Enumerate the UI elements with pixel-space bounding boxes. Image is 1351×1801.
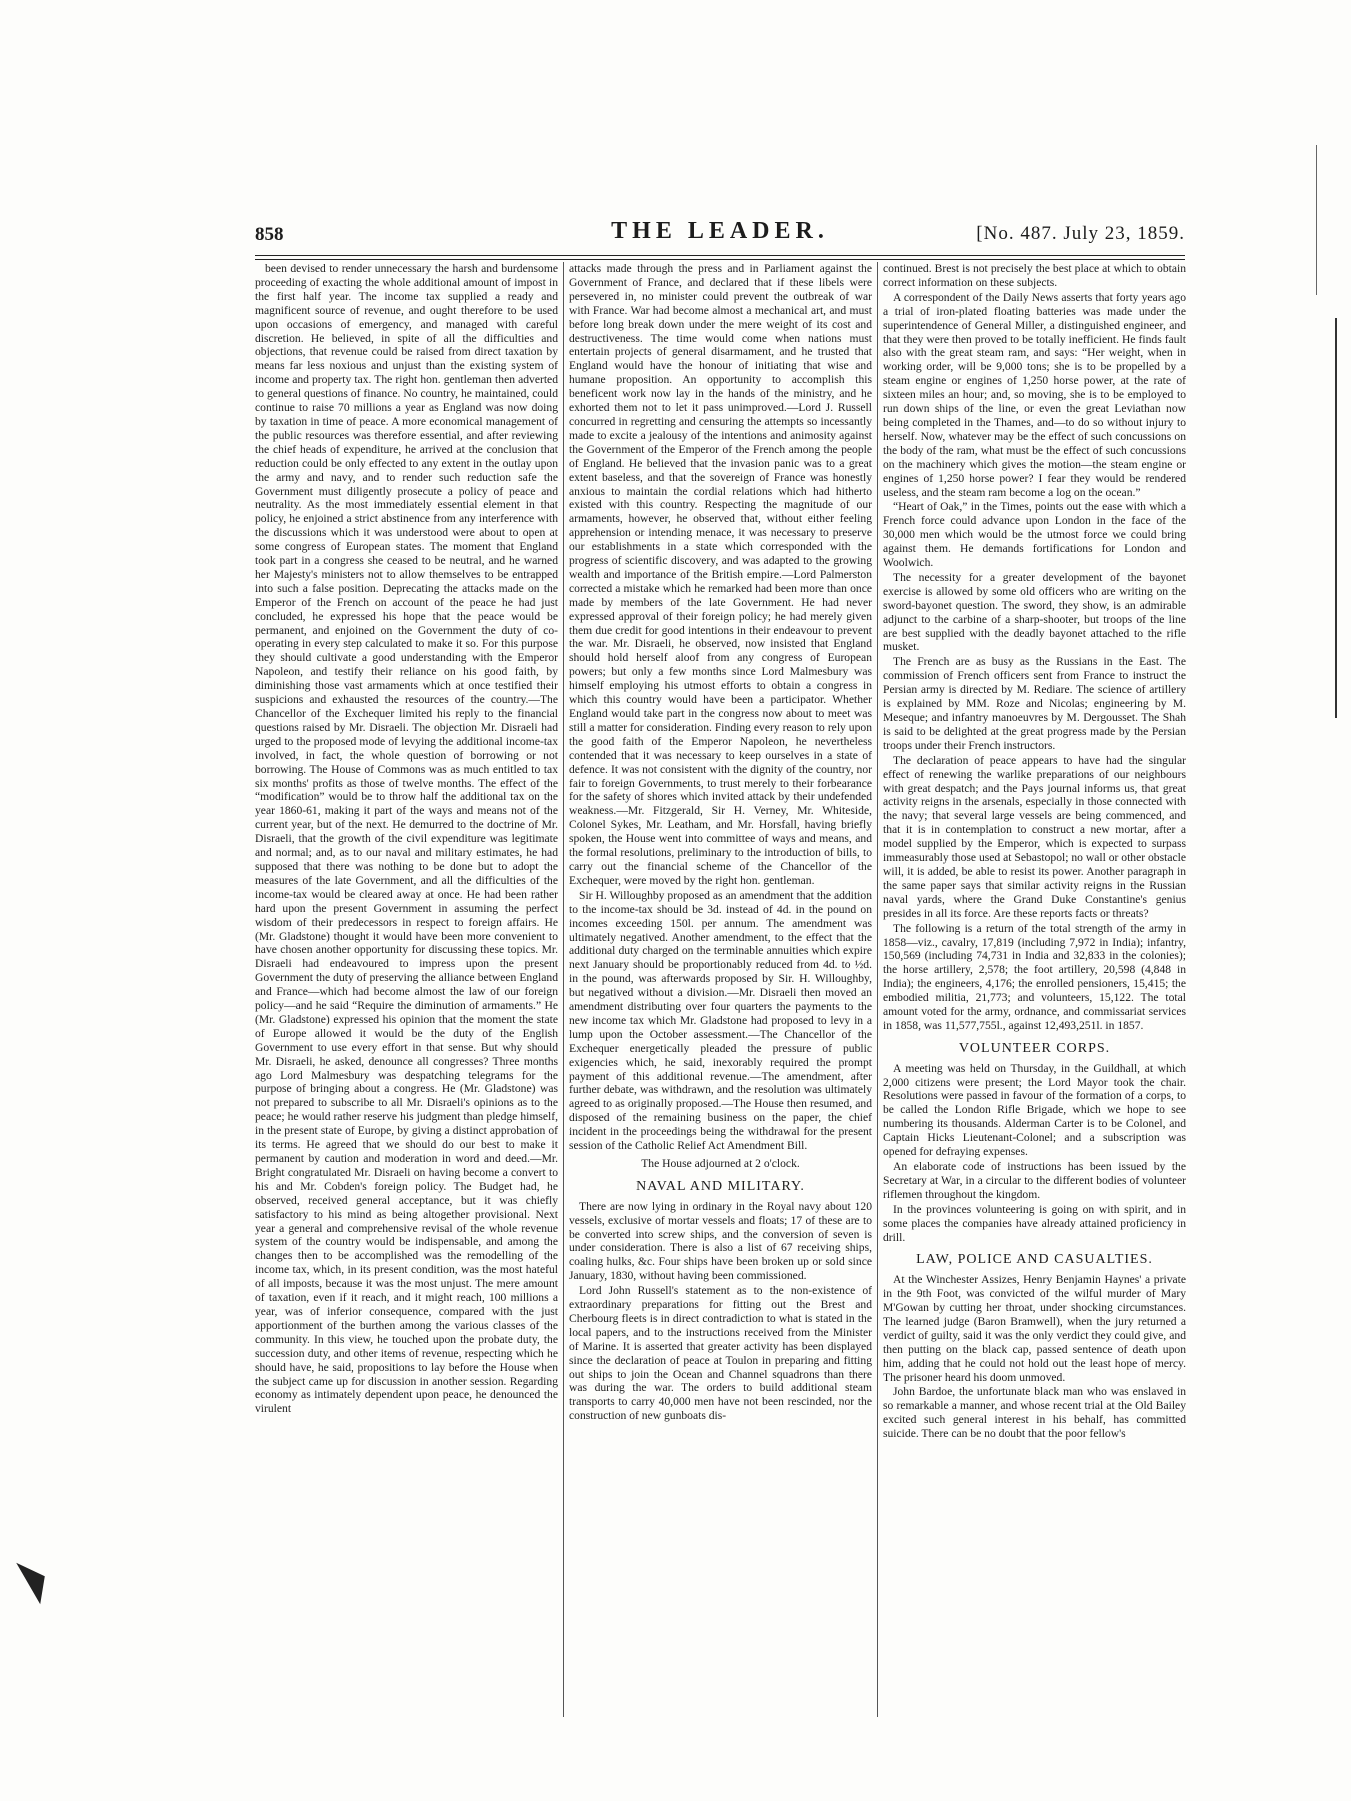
issue-date: [No. 487. July 23, 1859. bbox=[976, 223, 1185, 244]
article-paragraph: attacks made through the press and in Parliament against the Government of France, and declared that if these libels were persevered in, no minister could prevent the outbreak of war with France. War had become almost a mechanical art, and must before long break down under the mere weight of its cost and destructiveness. The time would come when nations must entertain projects of general disarmament, and he trusted that England would have the honour of initiating that wise and humane proposition. An opportunity to accomplish this beneficent work now lay in the hands of the ministry, and he exhorted them not to let it pass unimproved.—Lord J. Russell concurred in regretting and censuring the attempts so incessantly made to excite a jealousy of the intentions and animosity against the Government of the Emperor of the French among the people of England. He believed that the invasion panic was to a great extent baseless, and that the sovereign of France was honestly anxious to maintain the cordial relations which had hitherto existed with this country. Respecting the magnitude of our armaments, however, he observed that, without either feeling apprehension or intending menace, it was necessary to preserve our establishments in a state which corresponded with the progress of scientific discovery, and was adapted to the growing wealth and importance of the British empire.—Lord Palmerston corrected a mistake which he remarked had been more than once made by members of the late Government. He had never expressed approval of their foreign policy; he had merely given them due credit for good intentions in their endeavour to prevent the war. Mr. Disraeli, he observed, now insisted that England should hold herself aloof from any congress of European powers; but only a few months since Lord Malmesbury was himself employing his utmost efforts to obtain a congress in which this country would have been a participator. Whether England would take part in the congress now about to meet was still a matter for consideration. Finding every reason to rely upon the good faith of the Emperor Napoleon, he nevertheless contended that it was necessary to keep ourselves in a state of defence. It was not consistent with the dignity of the country, nor fair to foreign Governments, to trust merely to their forbearance for the safety of shores which invited attack by their undefended weakness.—Mr. Fitzgerald, Sir H. Verney, Mr. Whiteside, Colonel Sykes, Mr. Leatham, and Mr. Horsfall, having briefly spoken, the House went into committee of ways and means, and the formal resolutions, preliminary to the introduction of bills, to carry out the financial scheme of the Chancellor of the Exchequer, were moved by the right hon. gentleman. bbox=[569, 262, 872, 887]
column-divider bbox=[877, 262, 878, 1717]
column-2 bbox=[569, 262, 872, 1717]
article-paragraph: A meeting was held on Thursday, in the Guildhall, at which 2,000 citizens were present; the Lord Mayor took the chair. Resolutions were passed in favour of the formation of a corps, to be called the London Rifle Brigade, which we hope to see numbering its thousands. Alderman Carter is to be Colonel, and Captain Hicks Lieutenant-Colonel; and a subscription was opened for defraying expenses. bbox=[883, 1061, 1186, 1159]
section-heading: LAW, POLICE AND CASUALTIES. bbox=[916, 1252, 1153, 1268]
masthead-title: THE LEADER. bbox=[611, 218, 829, 244]
article-paragraph: The following is a return of the total strength of the army in 1858—viz., cavalry, 17,819 (including 7,972 in India); infantry, 150,569 (including 74,731 in India and 32,833 in the colonies); the horse artillery, 2,578; the foot artillery, 20,598 (4,848 in India); the engineers, 4,176; the enrolled pensioners, 15,415; the embodied militia, 21,773; and volunteers, 15,122. The total amount voted for the army, ordnance, and commissariat services in 1858, was 11,577,755l., against 12,493,251l. in 1857. bbox=[883, 921, 1186, 1032]
adjournment-note: The House adjourned at 2 o'clock. bbox=[641, 1157, 800, 1170]
article-paragraph: An elaborate code of instructions has been issued by the Secretary at War, in a circular to the different bodies of volunteer riflemen throughout the kingdom. bbox=[883, 1159, 1186, 1201]
header-rule bbox=[255, 255, 1185, 260]
article-paragraph: At the Winchester Assizes, Henry Benjamin Haynes' a private in the 9th Foot, was convicted of the wilful murder of Mary M'Gowan by cutting her throat, under shocking circumstances. The learned judge (Baron Bramwell), when the jury returned a verdict of guilty, said it was the only verdict they could give, and then putting on the black cap, passed sentence of death upon him, adding that he could not hold out the least hope of mercy. The prisoner heard his doom unmoved. bbox=[883, 1273, 1186, 1384]
scan-corner-mark bbox=[16, 1554, 56, 1605]
article-paragraph: John Bardoe, the unfortunate black man who was enslaved in so remarkable a manner, and whose recent trial at the Old Bailey excited such general interest in his behalf, has committed suicide. There can be no doubt that the poor fellow's bbox=[883, 1385, 1186, 1441]
article-paragraph: The necessity for a greater development of the bayonet exercise is allowed by some old officers who are writing on the sword-bayonet question. The sword, they show, is an admirable adjunct to the carbine of a sharp-shooter, but troops of the line are best supplied with the deadly bayonet attached to the rifle musket. bbox=[883, 570, 1186, 654]
article-paragraph: “Heart of Oak,” in the Times, points out the ease with which a French force could advance upon London in the face of the 30,000 men which would be the utmost force we could bring against them. He demands fortifications for London and Woolwich. bbox=[883, 500, 1186, 570]
page-number: 858 bbox=[255, 224, 284, 245]
scan-edge-mark bbox=[1335, 318, 1337, 718]
article-paragraph: The French are as busy as the Russians in the East. The commission of French officers sent from France to instruct the Persian army is directed by M. Rediare. The science of artillery is explained by MM. Roze and Nicolas; engineering by M. Meseque; and infantry manoeuvres by M. Dergousset. The Shah is said to be delighted at the great progress made by the Persian troops under their French instructors. bbox=[883, 655, 1186, 752]
page-header bbox=[255, 218, 1185, 254]
column-divider bbox=[563, 262, 564, 1717]
article-paragraph: There are now lying in ordinary in the Royal navy about 120 vessels, exclusive of mortar vessels and floats; 17 of these are to be converted into screw ships, and the conversion of seven is under consideration. There is also a list of 67 receiving ships, coaling hulks, &c. Four ships have been broken up or sold since January, 1830, without having been commissioned. bbox=[569, 1199, 872, 1283]
scan-edge-mark-faint bbox=[1316, 145, 1317, 295]
column-1 bbox=[255, 262, 558, 1717]
section-heading: NAVAL AND MILITARY. bbox=[636, 1178, 805, 1194]
article-paragraph: been devised to render unnecessary the harsh and burdensome proceeding of exacting the whole additional amount of impost in the first half year. The income tax supplied a ready and magnificent source of revenue, and ought therefore to be used upon occasions of emergency, and managed with careful discretion. He believed, in spite of all the difficulties and objections, that revenue could be raised from direct taxation by means far less noxious and unjust than the existing system of income and property tax. The right hon. gentleman then adverted to general questions of finance. No country, he maintained, could continue to raise 70 millions a year as England was now doing by taxation in time of peace. A more economical management of the public resources was therefore essential, and after reviewing the chief heads of expenditure, he arrived at the conclusion that reduction could be only effected to any extent in the outlay upon the army and navy, and to render such reduction safe the Government must diligently prosecute a policy of peace and neutrality. As the most immediately essential element in that policy, he enjoined a strict abstinence from any interference with the discussions which it was understood were about to open at some congress of European states. The moment that England took part in a congress she ceased to be neutral, and he warned her Majesty's ministers not to allow themselves to be entrapped into such a false position. Deprecating the attacks made on the Emperor of the French on account of the peace he had just concluded, he expressed his hope that the peace would be permanent, and enjoined on the Government the duty of co-operating in every step calculated to make it so. For this purpose they should cultivate a good understanding with the Emperor Napoleon, and testify their reliance on his good faith, by diminishing those vast armaments which at once testified their suspicions and exhausted the resources of the country.—The Chancellor of the Exchequer limited his reply to the financial questions raised by Mr. Disraeli. The objection Mr. Disraeli had urged to the proposed mode of levying the additional income-tax involved, in fact, the whole question of borrowing or not borrowing. The House of Commons was as much entitled to tax six months' profits as those of twelve months. The effect of the “modification” would be to throw half the additional tax on the year 1860-61, making it part of the ways and means not of the current year, but of the next. He demurred to the doctrine of Mr. Disraeli, that the growth of the civil expenditure was legitimate and normal; and, as to our naval and military estimates, he had supposed that there was nothing to be done but to adopt the measures of the late Government, and all the difficulties of the income-tax would be cleared away at once. He had been rather hard upon the present Government in assuming the perfect wisdom of their predecessors in respect to foreign affairs. He (Mr. Gladstone) thought it would have been more convenient to have chosen another opportunity for discussing these topics. Mr. Disraeli had endeavoured to impress upon the present Government the duty of preserving the alliance between England and France—which had become almost the law of our foreign policy—and he said “Require the diminution of armaments.” He (Mr. Gladstone) expressed his opinion that the moment the state of Europe allowed it would be the duty of the English Government to use every effort in that sense. But why should Mr. Disraeli, he asked, denounce all congresses? Three months ago Lord Malmesbury was despatching telegrams for the purpose of bringing about a congress. He (Mr. Gladstone) was not prepared to subscribe to all Mr. Disraeli's opinions as to the peace; he would rather reserve his judgment than pledge himself, in the present state of Europe, by giving a distinct approbation of its terms. He agreed that we should do our best to make it permanent by caution and moderation in word and deed.—Mr. Bright congratulated Mr. Disraeli on having become a convert to his and Mr. Cobden's foreign policy. The Budget had, he observed, received general acceptance, but it was chiefly satisfactory to his mind as being altogether provisional. Next year a general and comprehensive revisal of the whole revenue system of the country would be indispensable, and among the changes then to be accomplished was the remodelling of the income tax, which, in its present condition, was the most hateful of all imposts, because it was the most unjust. The mere amount of taxation, even if it reach, and it might reach, 100 millions a year, was of inferior consequence, compared with the just apportionment of the burthen among the various classes of the community. In this view, he touched upon the probate duty, the succession duty, and other items of revenue, respecting which he should have, he said, propositions to lay before the House when the subject came up for discussion in another session. Regarding economy as intimately dependent upon peace, he denounced the virulent bbox=[255, 262, 558, 1416]
article-paragraph: Lord John Russell's statement as to the non-existence of extraordinary preparations for fitting out the Brest and Cherbourg fleets is in direct contradiction to what is stated in the local papers, and to the instructions received from the Minister of Marine. It is asserted that greater activity has been displayed since the declaration of peace at Toulon in preparing and fitting out ships to join the Ocean and Channel squadrons than there was during the war. The orders to build additional steam transports to carry 40,000 men have not been rescinded, nor the construction of new gunboats dis- bbox=[569, 1284, 872, 1423]
article-paragraph: Sir H. Willoughby proposed as an amendment that the addition to the income-tax should be 3d. instead of 4d. in the pound on incomes exceeding 150l. per annum. The amendment was ultimately negatived. Another amendment, to the effect that the additional duty charged on the terminable annuities which expire next January should be proportionably reduced from 4d. to ½d. in the pound, was afterwards proposed by Sir. H. Willoughby, but negatived without a division.—Mr. Disraeli then moved an amendment distributing over four quarters the payments to the new income tax which Mr. Gladstone had proposed to levy in a lump upon the October assessment.—The Chancellor of the Exchequer energetically pleaded the pressure of public exigencies which, he said, inexorably required the prompt payment of this additional revenue.—The amendment, after further debate, was withdrawn, and the resolution was ultimately agreed to as originally proposed.—The House then resumed, and disposed of the remaining business on the paper, the chief incident in the proceedings being the withdrawal for the present session of the Catholic Relief Act Amendment Bill. bbox=[569, 888, 872, 1153]
article-paragraph: The declaration of peace appears to have had the singular effect of renewing the warlike preparations of our neighbours with great despatch; and the Pays journal informs us, that great activity reigns in the arsenals, especially in those connected with the navy; that several large vessels are being commenced, and that it is in contemplation to construct a new mortar, after a model supplied by the Emperor, which is expected to surpass immeasurably those used at Sebastopol; no wall or other obstacle will, it is added, be able to resist its power. Another paragraph in the same paper says that similar activity reigns in the Russian naval yards, where the Grand Duke Constantine's genius presides in all its force. Are these reports facts or threats? bbox=[883, 753, 1186, 920]
section-heading: VOLUNTEER CORPS. bbox=[958, 1040, 1111, 1056]
article-paragraph: A correspondent of the Daily News asserts that forty years ago a trial of iron-plated floating batteries was made under the superintendence of General Miller, a distinguished engineer, and that they were then proved to be totally inefficient. He finds fault also with the great steam ram, and says: “Her weight, when in working order, will be 9,000 tons; she is to be propelled by a steam engine or engines of 1,250 horse power, at the rate of sixteen miles an hour; and, so moving, she is to be employed to run down ships of the line, or even the great Leviathan now being completed in the Thames, and—to do so without injury to herself. Now, whatever may be the effect of such concussions on the body of the ram, what must be the effect of such concussions on the machinery which gives the motion—the steam engine or engines of 1,250 horse power? I fear they would be rendered useless, and the steam ram become a log on the ocean.” bbox=[883, 290, 1186, 499]
article-paragraph: continued. Brest is not precisely the best place at which to obtain correct information on these subjects. bbox=[883, 262, 1186, 289]
article-paragraph: In the provinces volunteering is going on with spirit, and in some places the companies have already attained proficiency in drill. bbox=[883, 1202, 1186, 1244]
column-3 bbox=[883, 262, 1186, 1717]
